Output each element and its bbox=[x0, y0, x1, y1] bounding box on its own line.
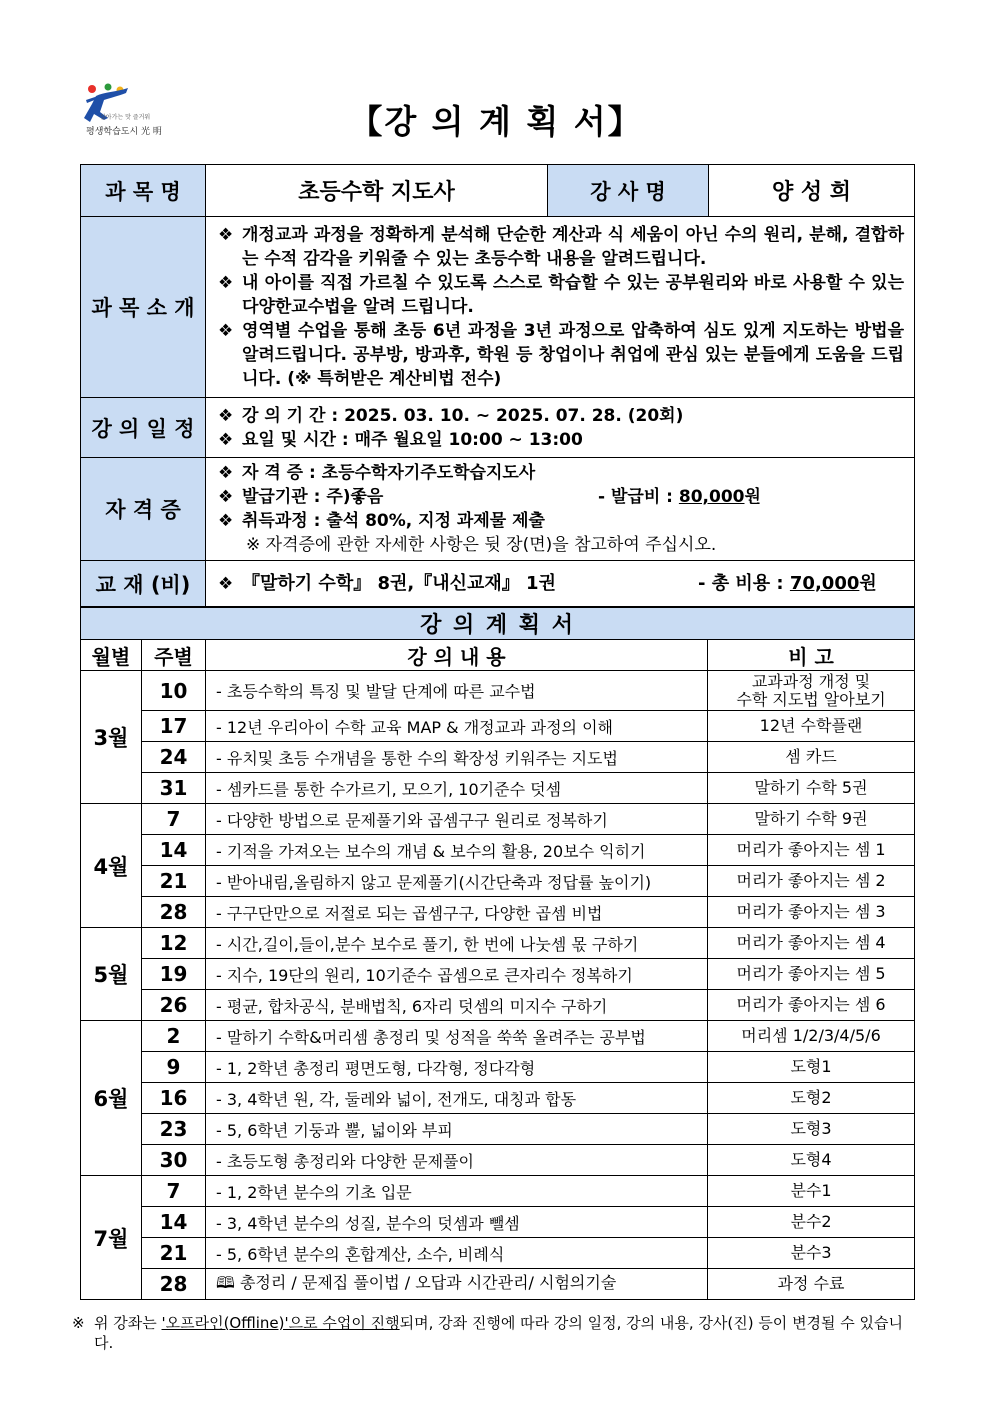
content-cell: - 시간,길이,들이,분수 보수로 풀기, 한 번에 나눗셈 몫 구하기 bbox=[206, 928, 708, 959]
note-cell: 분수2 bbox=[708, 1207, 915, 1238]
table-row bbox=[81, 1052, 915, 1083]
content-cell: - 유치및 초등 수개념을 통한 수의 확장성 키워주는 지도법 bbox=[206, 742, 708, 773]
bullet-icon: ❖ bbox=[218, 463, 234, 483]
note-cell: 머리가 좋아지는 셈 1 bbox=[708, 835, 915, 866]
week-cell: 2 bbox=[142, 1021, 206, 1052]
total-prefix: - 총 비용 : bbox=[698, 572, 790, 594]
cert-label: 자 격 증 bbox=[81, 458, 206, 561]
table-row bbox=[81, 1021, 915, 1052]
total-suffix: 원 bbox=[859, 572, 877, 594]
total-cost bbox=[698, 572, 877, 596]
bullet-icon: ❖ bbox=[218, 511, 234, 531]
logo-tagline: 살아가는 맛 즐거워 bbox=[100, 114, 151, 121]
week-cell: 7 bbox=[142, 1176, 206, 1207]
table-row bbox=[81, 742, 915, 773]
month-cell: 6월 bbox=[81, 1021, 142, 1176]
content-cell: - 구구단만으로 저절로 되는 곱셈구구, 다양한 곱셈 비법 bbox=[206, 897, 708, 928]
note-cell: 머리가 좋아지는 셈 6 bbox=[708, 990, 915, 1021]
week-cell: 19 bbox=[142, 959, 206, 990]
week-cell: 14 bbox=[142, 1207, 206, 1238]
content-cell: - 5, 6학년 기둥과 뿔, 넓이와 부피 bbox=[206, 1114, 708, 1145]
fee-suffix: 원 bbox=[744, 487, 761, 507]
textbook-value: 『말하기 수학』 8권,『내신교재』 1권 bbox=[242, 572, 556, 594]
footer-mark: ※ bbox=[72, 1314, 85, 1332]
week-cell: 10 bbox=[142, 671, 206, 711]
week-cell: 28 bbox=[142, 897, 206, 928]
table-row bbox=[81, 1269, 915, 1300]
week-cell: 24 bbox=[142, 742, 206, 773]
content-cell: - 12년 우리아이 수학 교육 MAP & 개정교과 과정의 이해 bbox=[206, 711, 708, 742]
note-cell: 머리가 좋아지는 셈 4 bbox=[708, 928, 915, 959]
cert-fee bbox=[598, 485, 761, 509]
bullet-icon: ❖ bbox=[218, 429, 234, 450]
content-cell: - 1, 2학년 분수의 기초 입문 bbox=[206, 1176, 708, 1207]
page-title: 【강 의 계 획 서】 bbox=[349, 102, 643, 141]
content-cell: - 지수, 19단의 원리, 10기준수 곱셈으로 큰자리수 정복하기 bbox=[206, 959, 708, 990]
instructor-value: 양 성 희 bbox=[709, 165, 915, 217]
col-week: 주별 bbox=[142, 640, 206, 671]
schedule-title: 강 의 계 획 서 bbox=[81, 608, 915, 640]
note-cell: 과정 수료 bbox=[708, 1269, 915, 1300]
content-cell: - 평균, 합차공식, 분배법칙, 6자리 덧셈의 미지수 구하기 bbox=[206, 990, 708, 1021]
note-cell: 머리가 좋아지는 셈 5 bbox=[708, 959, 915, 990]
bullet-icon: ❖ bbox=[218, 321, 234, 341]
table-row bbox=[81, 711, 915, 742]
content-cell: - 말하기 수학&머리셈 총정리 및 성적을 쑥쑥 올려주는 공부법 bbox=[206, 1021, 708, 1052]
month-cell: 3월 bbox=[81, 671, 142, 804]
note-cell: 교과과정 개정 및 수학 지도법 알아보기 bbox=[708, 671, 915, 711]
subject-label: 과 목 명 bbox=[81, 165, 206, 217]
footer-underlined: '오프라인(Offline)'으로 수업이 진행 bbox=[161, 1314, 400, 1332]
textbook-info bbox=[206, 561, 915, 607]
note-cell: 도형4 bbox=[708, 1145, 915, 1176]
fee-amount: 80,000 bbox=[678, 487, 745, 507]
note-cell: 말하기 수학 5권 bbox=[708, 773, 915, 804]
schedule-time: 요일 및 시간 : 매주 월요일 10:00 ~ 13:00 bbox=[242, 429, 583, 450]
content-cell: - 다양한 방법으로 문제풀기와 곱셈구구 원리로 정복하기 bbox=[206, 804, 708, 835]
fee-prefix: - 발급비 : bbox=[598, 487, 679, 507]
intro-label: 과 목 소 개 bbox=[81, 217, 206, 398]
course-info-table bbox=[80, 164, 915, 607]
intro-item: 영역별 수업을 통해 초등 6년 과정을 3년 과정으로 압축하여 심도 있게 지도하는 방법을 알려드립니다. 공부방, 방과후, 학원 등 창업이나 취업에 관심 있는 분들에게 도움을 드립니다. (※ 특허받은 계산비법 전수) bbox=[242, 321, 904, 389]
intro-item: 내 아이를 직접 가르칠 수 있도록 스스로 학습할 수 있는 공부원리와 바로 사용할 수 있는 다양한교수법을 알려 드립니다. bbox=[242, 273, 904, 317]
week-cell: 21 bbox=[142, 1238, 206, 1269]
col-note: 비 고 bbox=[708, 640, 915, 671]
note-cell: 도형2 bbox=[708, 1083, 915, 1114]
cert-note: ※ 자격증에 관한 자세한 사항은 뒷 장(면)을 참고하여 주십시오. bbox=[246, 535, 717, 555]
note-cell: 머리셈 1/2/3/4/5/6 bbox=[708, 1021, 915, 1052]
table-row bbox=[81, 897, 915, 928]
lecture-plan-table bbox=[80, 607, 915, 1300]
certificate-info bbox=[206, 458, 915, 561]
bullet-icon: ❖ bbox=[218, 487, 234, 507]
week-cell: 26 bbox=[142, 990, 206, 1021]
note-cell: 분수1 bbox=[708, 1176, 915, 1207]
table-row bbox=[81, 928, 915, 959]
note-cell: 말하기 수학 9권 bbox=[708, 804, 915, 835]
lecture-schedule bbox=[206, 398, 915, 458]
table-row bbox=[81, 866, 915, 897]
month-cell: 4월 bbox=[81, 804, 142, 928]
week-cell: 17 bbox=[142, 711, 206, 742]
table-row bbox=[81, 1207, 915, 1238]
textbook-label: 교 재 (비) bbox=[81, 561, 206, 607]
week-cell: 12 bbox=[142, 928, 206, 959]
note-cell: 12년 수학플랜 bbox=[708, 711, 915, 742]
note-cell: 도형1 bbox=[708, 1052, 915, 1083]
note-cell: 분수3 bbox=[708, 1238, 915, 1269]
content-cell: - 셈카드를 통한 수가르기, 모으기, 10기준수 덧셈 bbox=[206, 773, 708, 804]
week-cell: 9 bbox=[142, 1052, 206, 1083]
week-cell: 28 bbox=[142, 1269, 206, 1300]
note-cell: 도형3 bbox=[708, 1114, 915, 1145]
col-month: 월별 bbox=[81, 640, 142, 671]
footer-post: 되며, 강좌 진행에 따라 강의 일정, 강의 내용, 강사(진) 등이 변경될 수 있습니다. bbox=[94, 1314, 904, 1352]
table-row bbox=[81, 671, 915, 711]
course-intro bbox=[206, 217, 915, 398]
week-cell: 7 bbox=[142, 804, 206, 835]
week-cell: 31 bbox=[142, 773, 206, 804]
table-row bbox=[81, 1145, 915, 1176]
table-row bbox=[81, 835, 915, 866]
schedule-period: 강 의 기 간 : 2025. 03. 10. ~ 2025. 07. 28. (20회) bbox=[242, 405, 684, 426]
footer-pre: 위 강좌는 bbox=[94, 1314, 162, 1332]
week-cell: 16 bbox=[142, 1083, 206, 1114]
content-cell: 🕮 총정리 / 문제집 풀이법 / 오답과 시간관리/ 시험의기술 bbox=[206, 1269, 708, 1300]
table-row bbox=[81, 1238, 915, 1269]
table-row bbox=[81, 1176, 915, 1207]
total-amount: 70,000 bbox=[789, 572, 860, 594]
cert-name: 자 격 증 : 초등수학자기주도학습지도사 bbox=[242, 463, 536, 483]
content-cell: - 기적을 가져오는 보수의 개념 & 보수의 활용, 20보수 익히기 bbox=[206, 835, 708, 866]
note-cell: 머리가 좋아지는 셈 3 bbox=[708, 897, 915, 928]
intro-item: 개정교과 과정을 정확하게 분석해 단순한 계산과 식 세움이 아닌 수의 원리, 분해, 결합하는 수적 감각을 키워줄 수 있는 초등수학 내용을 알려드립니다. bbox=[242, 225, 904, 269]
content-cell: - 5, 6학년 분수의 혼합계산, 소수, 비례식 bbox=[206, 1238, 708, 1269]
note-cell: 셈 카드 bbox=[708, 742, 915, 773]
content-cell: - 1, 2학년 총정리 평면도형, 다각형, 정다각형 bbox=[206, 1052, 708, 1083]
bullet-icon: ❖ bbox=[218, 273, 234, 293]
week-cell: 23 bbox=[142, 1114, 206, 1145]
bullet-icon: ❖ bbox=[218, 225, 234, 245]
content-cell: - 초등수학의 특징 및 발달 단계에 따른 교수법 bbox=[206, 671, 708, 711]
instructor-label: 강 사 명 bbox=[548, 165, 709, 217]
week-cell: 21 bbox=[142, 866, 206, 897]
week-cell: 30 bbox=[142, 1145, 206, 1176]
cert-process: 취득과정 : 출석 80%, 지정 과제물 제출 bbox=[242, 511, 545, 531]
content-cell: - 초등도형 총정리와 다양한 문제풀이 bbox=[206, 1145, 708, 1176]
table-row bbox=[81, 959, 915, 990]
footer-notice bbox=[72, 1313, 914, 1353]
cert-issuer: 발급기관 : 주)좋음 bbox=[242, 487, 384, 507]
schedule-label: 강 의 일 정 bbox=[81, 398, 206, 458]
col-content: 강 의 내 용 bbox=[206, 640, 708, 671]
note-cell: 머리가 좋아지는 셈 2 bbox=[708, 866, 915, 897]
table-row bbox=[81, 1114, 915, 1145]
content-cell: - 3, 4학년 원, 각, 둘레와 넓이, 전개도, 대칭과 합동 bbox=[206, 1083, 708, 1114]
table-row bbox=[81, 773, 915, 804]
month-cell: 7월 bbox=[81, 1176, 142, 1300]
table-row bbox=[81, 990, 915, 1021]
content-cell: - 받아내림,올림하지 않고 문제풀기(시간단축과 정답률 높이기) bbox=[206, 866, 708, 897]
logo-name: 평생학습도시 光 明 bbox=[86, 127, 162, 137]
subject-value: 초등수학 지도사 bbox=[206, 165, 548, 217]
month-cell: 5월 bbox=[81, 928, 142, 1021]
table-row bbox=[81, 804, 915, 835]
bullet-icon: ❖ bbox=[218, 405, 234, 426]
table-row bbox=[81, 1083, 915, 1114]
week-cell: 14 bbox=[142, 835, 206, 866]
content-cell: - 3, 4학년 분수의 성질, 분수의 덧셈과 뺄셈 bbox=[206, 1207, 708, 1238]
bullet-icon: ❖ bbox=[218, 573, 234, 594]
